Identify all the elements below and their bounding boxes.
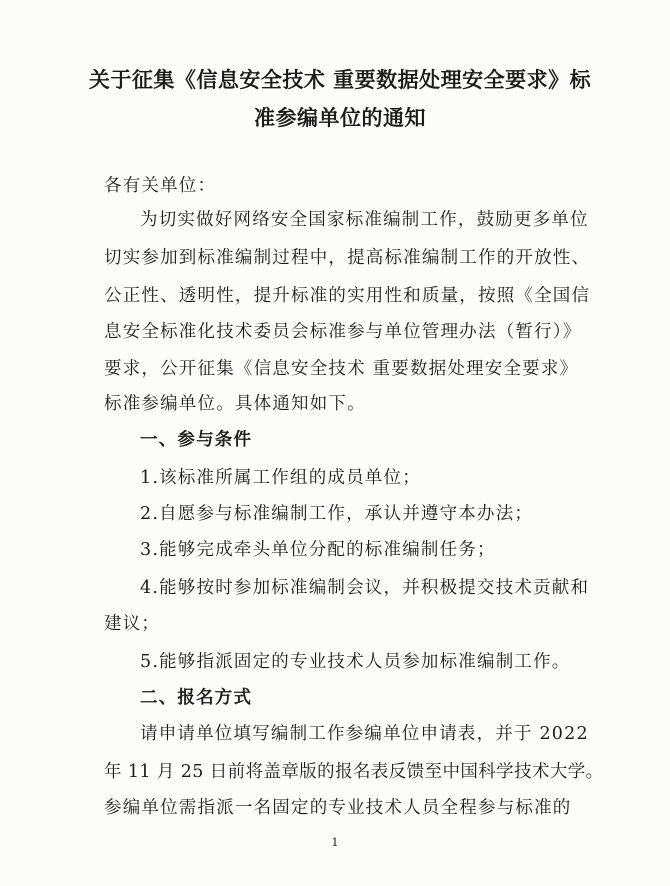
section-heading-conditions: 一、参与条件 bbox=[140, 430, 253, 450]
intro-line: 为切实做好网络安全国家标准编制工作，鼓励更多单位 bbox=[140, 210, 589, 230]
condition-item: 2.自愿参与标准编制工作，承认并遵守本办法； bbox=[140, 504, 534, 524]
intro-line: 要求，公开征集《信息安全技术 重要数据处理安全要求》 bbox=[104, 359, 579, 379]
salutation: 各有关单位： bbox=[104, 176, 217, 196]
registration-line: 年 11 月 25 日前将盖章版的报名表反馈至中国科学技术大学。 bbox=[104, 762, 604, 782]
condition-item-continued: 建议； bbox=[104, 614, 161, 634]
condition-item: 3.能够完成牵头单位分配的标准编制任务； bbox=[140, 540, 496, 560]
condition-item: 5.能够指派固定的专业技术人员参加标准编制工作。 bbox=[140, 652, 571, 672]
intro-line: 切实参加到标准编制过程中，提高标准编制工作的开放性、 bbox=[104, 248, 591, 268]
document-title-line-2: 准参编单位的通知 bbox=[254, 106, 426, 130]
condition-item: 1.该标准所属工作组的成员单位； bbox=[140, 468, 421, 488]
section-heading-registration: 二、报名方式 bbox=[140, 688, 253, 708]
condition-item: 4.能够按时参加标准编制会议，并积极提交技术贡献和 bbox=[140, 578, 590, 598]
intro-line: 息安全标准化技术委员会标准参与单位管理办法（暂行）》 bbox=[104, 322, 582, 342]
registration-line: 参编单位需指派一名固定的专业技术人员全程参与标准的 bbox=[104, 798, 572, 818]
registration-line: 请申请单位填写编制工作参编单位申请表，并于 2022 bbox=[140, 724, 589, 744]
document-title-line-1: 关于征集《信息安全技术 重要数据处理安全要求》标 bbox=[88, 68, 592, 92]
intro-line: 标准参编单位。具体通知如下。 bbox=[104, 394, 366, 414]
intro-line: 公正性、透明性，提升标准的实用性和质量，按照《全国信 bbox=[104, 286, 591, 306]
page-number: 1 bbox=[331, 836, 339, 849]
